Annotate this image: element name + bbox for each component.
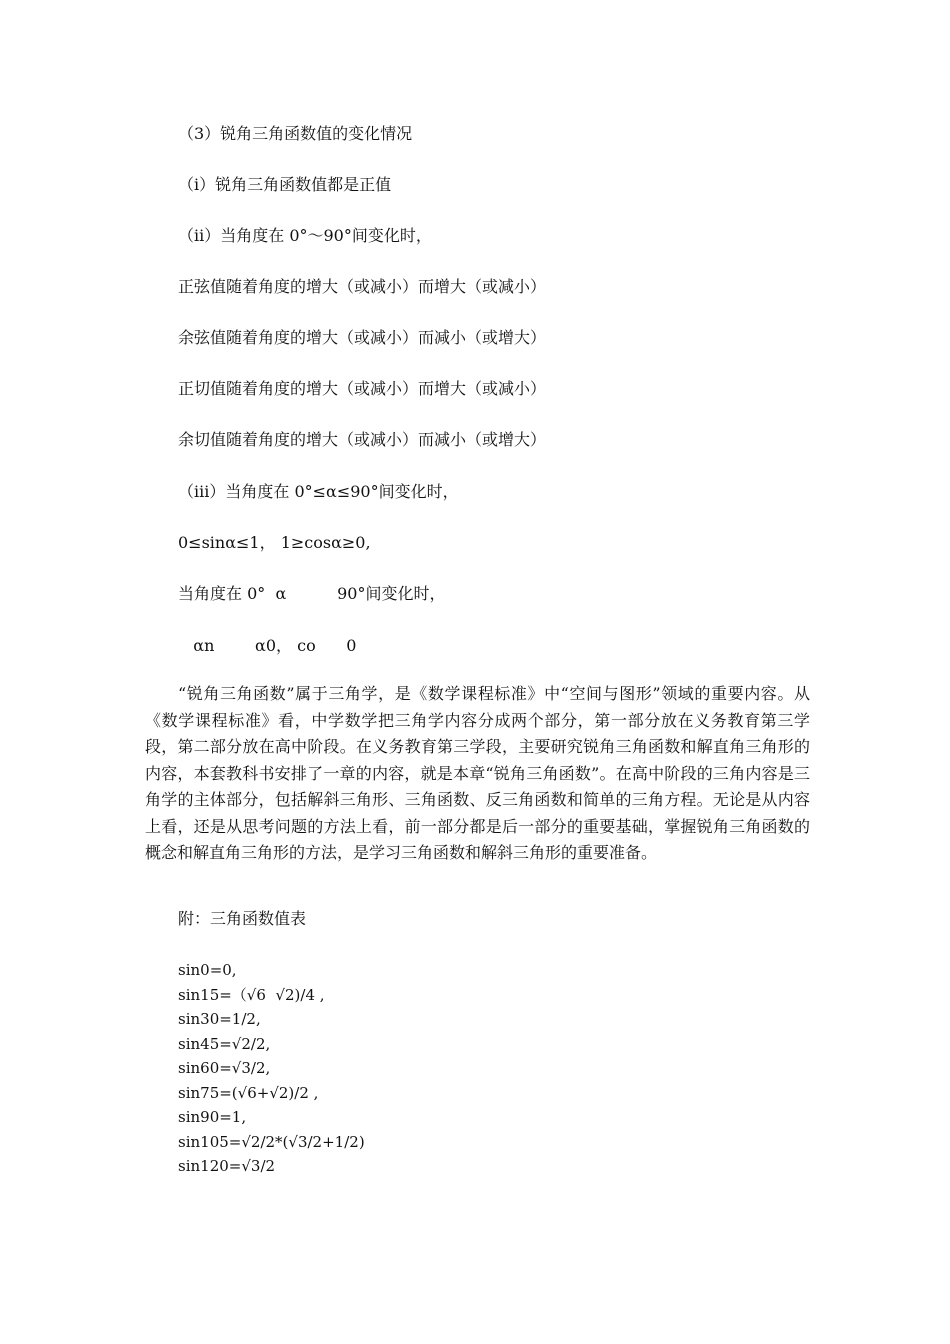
formula-line: sin120=√3/2 bbox=[178, 1157, 276, 1175]
formula-line: sin60=√3/2, bbox=[178, 1059, 271, 1077]
text-line: 当角度在 0° α 90°间变化时， bbox=[178, 584, 446, 603]
formula-list bbox=[178, 958, 365, 1179]
formula-line: sin45=√2/2, bbox=[178, 1034, 271, 1053]
text-line: 余切值随着角度的增大（或减小）而减小（或增大） bbox=[178, 430, 547, 449]
formula-line: sin75=(√6+√2)/2 , bbox=[178, 1083, 319, 1102]
formula-line: sin0=0, bbox=[178, 961, 237, 979]
text-line: 正弦值随着角度的增大（或减小）而增大（或减小） bbox=[178, 277, 547, 296]
text-line: （ii）当角度在 0°～90°间变化时， bbox=[178, 226, 432, 245]
text-line: 余弦值随着角度的增大（或减小）而减小（或增大） bbox=[178, 328, 547, 347]
formula-line: sin30=1/2, bbox=[178, 1010, 261, 1028]
text-line: （iii）当角度在 0°≤α≤90°间变化时， bbox=[178, 482, 459, 501]
section-heading: （3）锐角三角函数值的变化情况 bbox=[178, 124, 413, 143]
text-line: αn α0， co 0 bbox=[178, 636, 357, 655]
appendix-title: 附：三角函数值表 bbox=[178, 909, 307, 928]
formula-line: sin90=1, bbox=[178, 1108, 247, 1126]
formula-line: sin15=（√6 √2)/4 , bbox=[178, 985, 325, 1004]
body-paragraph: “锐角三角函数”属于三角学，是《数学课程标准》中“空间与图形”领域的重要内容。从《数学课程标准》看，中学数学把三角学内容分成两个部分，第一部分放在义务教育第三学段，第二部分放在高中阶段。在义务教育第三学段，主要研究锐角三角函数和解直角三角形的内容，本套教科书安排了一章的内容，就是本章“锐角三角函数”。在高中阶段的三角内容是三角学的主体部分，包括解斜三角形、三角函数、反三角函数和简单的三角方程。无论是从内容上看，还是从思考问题的方法上看，前一部分都是后一部分的重要基础，掌握锐角三角函数的概念和解直角三角形的方法，是学习三角函数和解斜三角形的重要准备。 bbox=[145, 684, 810, 862]
text-line: 正切值随着角度的增大（或减小）而增大（或减小） bbox=[178, 379, 547, 398]
formula-line: sin105=√2/2*(√3/2+1/2) bbox=[178, 1132, 365, 1151]
text-line: 0≤sinα≤1， 1≥cosα≥0, bbox=[178, 533, 371, 552]
text-line: （i）锐角三角函数值都是正值 bbox=[178, 175, 392, 194]
